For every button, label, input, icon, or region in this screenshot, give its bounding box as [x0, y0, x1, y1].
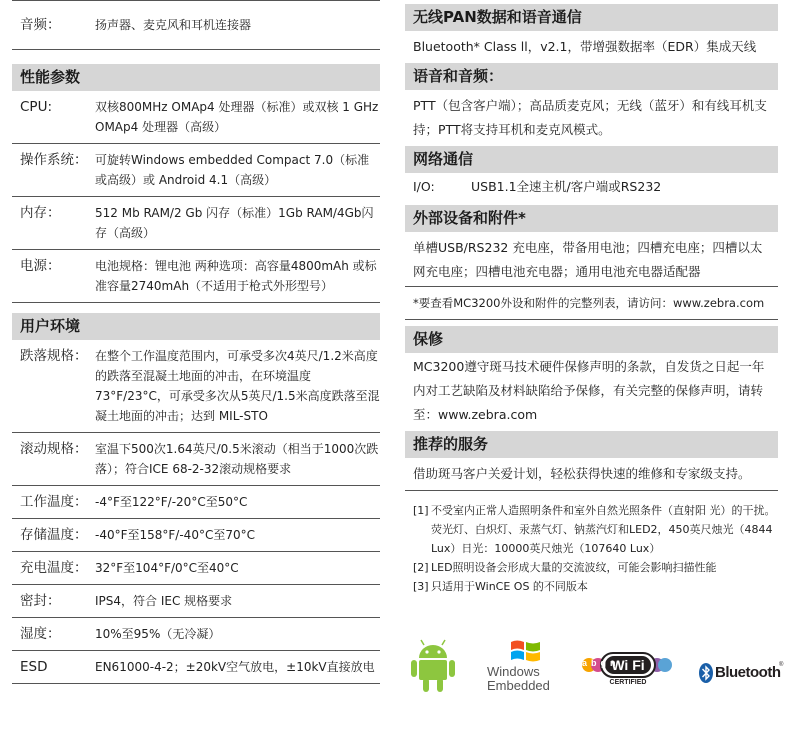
- spec-value: 在整个工作温度范围内，可承受多次4英尺/1.2米高度的跌落至混凝土地面的冲击，在环境温度73°F/23°C，可承受多次从5英尺/1.5米高度跌落至混凝土地面的冲击；达到 MIL-STO: [95, 349, 380, 423]
- embedded-text: Embedded: [487, 678, 550, 693]
- spec-label: 湿度：: [20, 626, 61, 642]
- spec-value: 室温下500次1.64英尺/0.5米滚动（相当于1000次跌落）；符合ICE 68-2-32滚动规格要求: [95, 442, 379, 476]
- footnote-text: 不受室内正常人造照明条件和室外自然光照条件（直射阳 光）的干扰。荧光灯、白炽灯、汞蒸气灯、钠蒸汽灯和LED2，450英尺烛光（4844 Lux）日光：10000英尺烛光（107640 Lux）: [431, 504, 776, 555]
- spec-label: 滚动规格：: [20, 441, 88, 457]
- spec-label: 存储温度：: [20, 527, 88, 543]
- footnote-item: [413, 501, 778, 558]
- spec-row-storage-temp: [12, 519, 380, 552]
- spec-value: 10%至95%（无冷凝）: [95, 627, 221, 641]
- warranty-text: MC3200遵守斑马技术硬件保修声明的条款，自发货之日起一年内对工艺缺陷及材料缺陷给予保修，有关完整的保修声明，请转至：www.zebra.com: [413, 359, 765, 422]
- io-row: [405, 173, 778, 201]
- footnote-text: LED照明设备会形成大量的交流波纹，可能会影响扫描性能: [431, 561, 717, 574]
- spec-value: IPS4，符合 IEC 规格要求: [95, 594, 233, 608]
- bluetooth-icon: [699, 663, 713, 683]
- warranty-title: 保修: [405, 326, 778, 353]
- voice-title: 语音和音频：: [405, 63, 778, 90]
- wifi-certified-text: CERTIFIED: [609, 679, 647, 686]
- spec-label: CPU:: [20, 99, 52, 115]
- spec-row-tumble: [12, 433, 380, 486]
- footnote-item: [413, 577, 778, 596]
- bluetooth-logo: [699, 662, 783, 686]
- spec-row-memory: [12, 197, 380, 250]
- network-title: 网络通信: [405, 146, 778, 173]
- spec-label: ESD: [20, 659, 48, 675]
- spec-label: 充电温度：: [20, 560, 88, 576]
- peripherals-section: [405, 205, 778, 320]
- spec-row-op-temp: [12, 486, 380, 519]
- spec-row-sealing: [12, 585, 380, 618]
- spec-row-esd: [12, 651, 380, 684]
- audio-label: 音频：: [20, 17, 61, 33]
- footnotes: [405, 501, 778, 596]
- bluetooth-text: Bluetooth: [715, 664, 781, 681]
- peripherals-text: 单槽USB/RS232 充电座，带备用电池；四槽充电座；四槽以太网充电座；四槽电池充电器；通用电池充电器适配器: [405, 232, 778, 287]
- spec-value: 双核800MHz OMAp4 处理器（标准）或双核 1 GHz OMAp4 处理器（高级）: [95, 100, 379, 134]
- services-title: 推荐的服务: [405, 431, 778, 458]
- spec-value: 电池规格：锂电池 两种选项：高容量4800mAh 或标准容量2740mAh（不适用于枪式外形型号）: [95, 259, 377, 293]
- footnote-mark: [1]: [413, 504, 429, 517]
- spec-value: EN61000-4-2；±20kV空气放电，±10kV直接放电: [95, 660, 375, 674]
- spec-row-drop: [12, 340, 380, 433]
- spec-label: 内存：: [20, 205, 61, 221]
- spec-value: -40°F至158°F/-40°C至70°C: [95, 528, 255, 542]
- android-logo-icon: [409, 638, 457, 694]
- audio-row: [12, 0, 380, 50]
- right-column: [405, 0, 778, 596]
- io-label: I/O:: [413, 179, 435, 194]
- peripherals-title: 外部设备和附件*: [405, 205, 778, 232]
- voice-text: PTT（包含客户端）；高品质麦克风；无线（蓝牙）和有线耳机支持；PTT将支持耳机和麦克风模式。: [413, 98, 767, 137]
- spec-label: 工作温度：: [20, 494, 88, 510]
- footnote-mark: [2]: [413, 561, 429, 574]
- io-value: USB1.1全速主机/客户端或RS232: [471, 179, 662, 194]
- spec-label: 操作系统：: [20, 152, 88, 168]
- network-section: [405, 146, 778, 201]
- perf-title: 性能参数: [12, 64, 380, 91]
- spec-value: 可旋转Windows embedded Compact 7.0（标准或高级）或 Android 4.1（高级）: [95, 153, 370, 187]
- spec-value: 512 Mb RAM/2 Gb 闪存（标准）1Gb RAM/4Gb闪存（高级）: [95, 206, 374, 240]
- env-title: 用户环境: [12, 313, 380, 340]
- left-column: [12, 0, 380, 684]
- spec-row-charge-temp: [12, 552, 380, 585]
- windows-flag-icon: [509, 638, 543, 664]
- services-text: 借助斑马客户关爱计划，轻松获得快速的维修和专家级支持。: [405, 458, 778, 491]
- footnote-item: [413, 558, 778, 577]
- voice-section: [405, 63, 778, 142]
- spec-value: -4°F至122°F/-20°C至50°C: [95, 495, 248, 509]
- windows-text: Windows: [487, 664, 540, 679]
- logo-strip: [405, 636, 783, 696]
- peripherals-note: *要查看MC3200外设和附件的完整列表，请访问：www.zebra.com: [405, 287, 778, 320]
- spec-row-os: [12, 144, 380, 197]
- spec-row-power: [12, 250, 380, 303]
- spec-row-humidity: [12, 618, 380, 651]
- bluetooth-registered: ®: [779, 662, 784, 668]
- windows-embedded-logo: [483, 638, 561, 694]
- wifi-text: Wi Fi: [611, 657, 645, 673]
- wpan-text: Bluetooth* Class ll，v2.1，带增强数据率（EDR）集成天线: [413, 39, 757, 54]
- audio-value: 扬声器、麦克风和耳机连接器: [95, 18, 252, 32]
- spec-row-cpu: [12, 91, 380, 144]
- spec-label: 跌落规格：: [20, 348, 88, 364]
- spec-label: 密封：: [20, 593, 61, 609]
- footnote-mark: [3]: [413, 580, 429, 593]
- wifi-certified-logo: [581, 650, 673, 690]
- services-section: [405, 431, 778, 491]
- footnote-text: 只适用于WinCE OS 的不同版本: [431, 580, 588, 593]
- wifi-letters: abgn: [582, 658, 620, 668]
- warranty-section: [405, 326, 778, 427]
- spec-label: 电源：: [20, 258, 61, 274]
- wpan-title: 无线PAN数据和语音通信: [405, 4, 778, 31]
- spec-value: 32°F至104°F/0°C至40°C: [95, 561, 239, 575]
- wpan-section: [405, 4, 778, 59]
